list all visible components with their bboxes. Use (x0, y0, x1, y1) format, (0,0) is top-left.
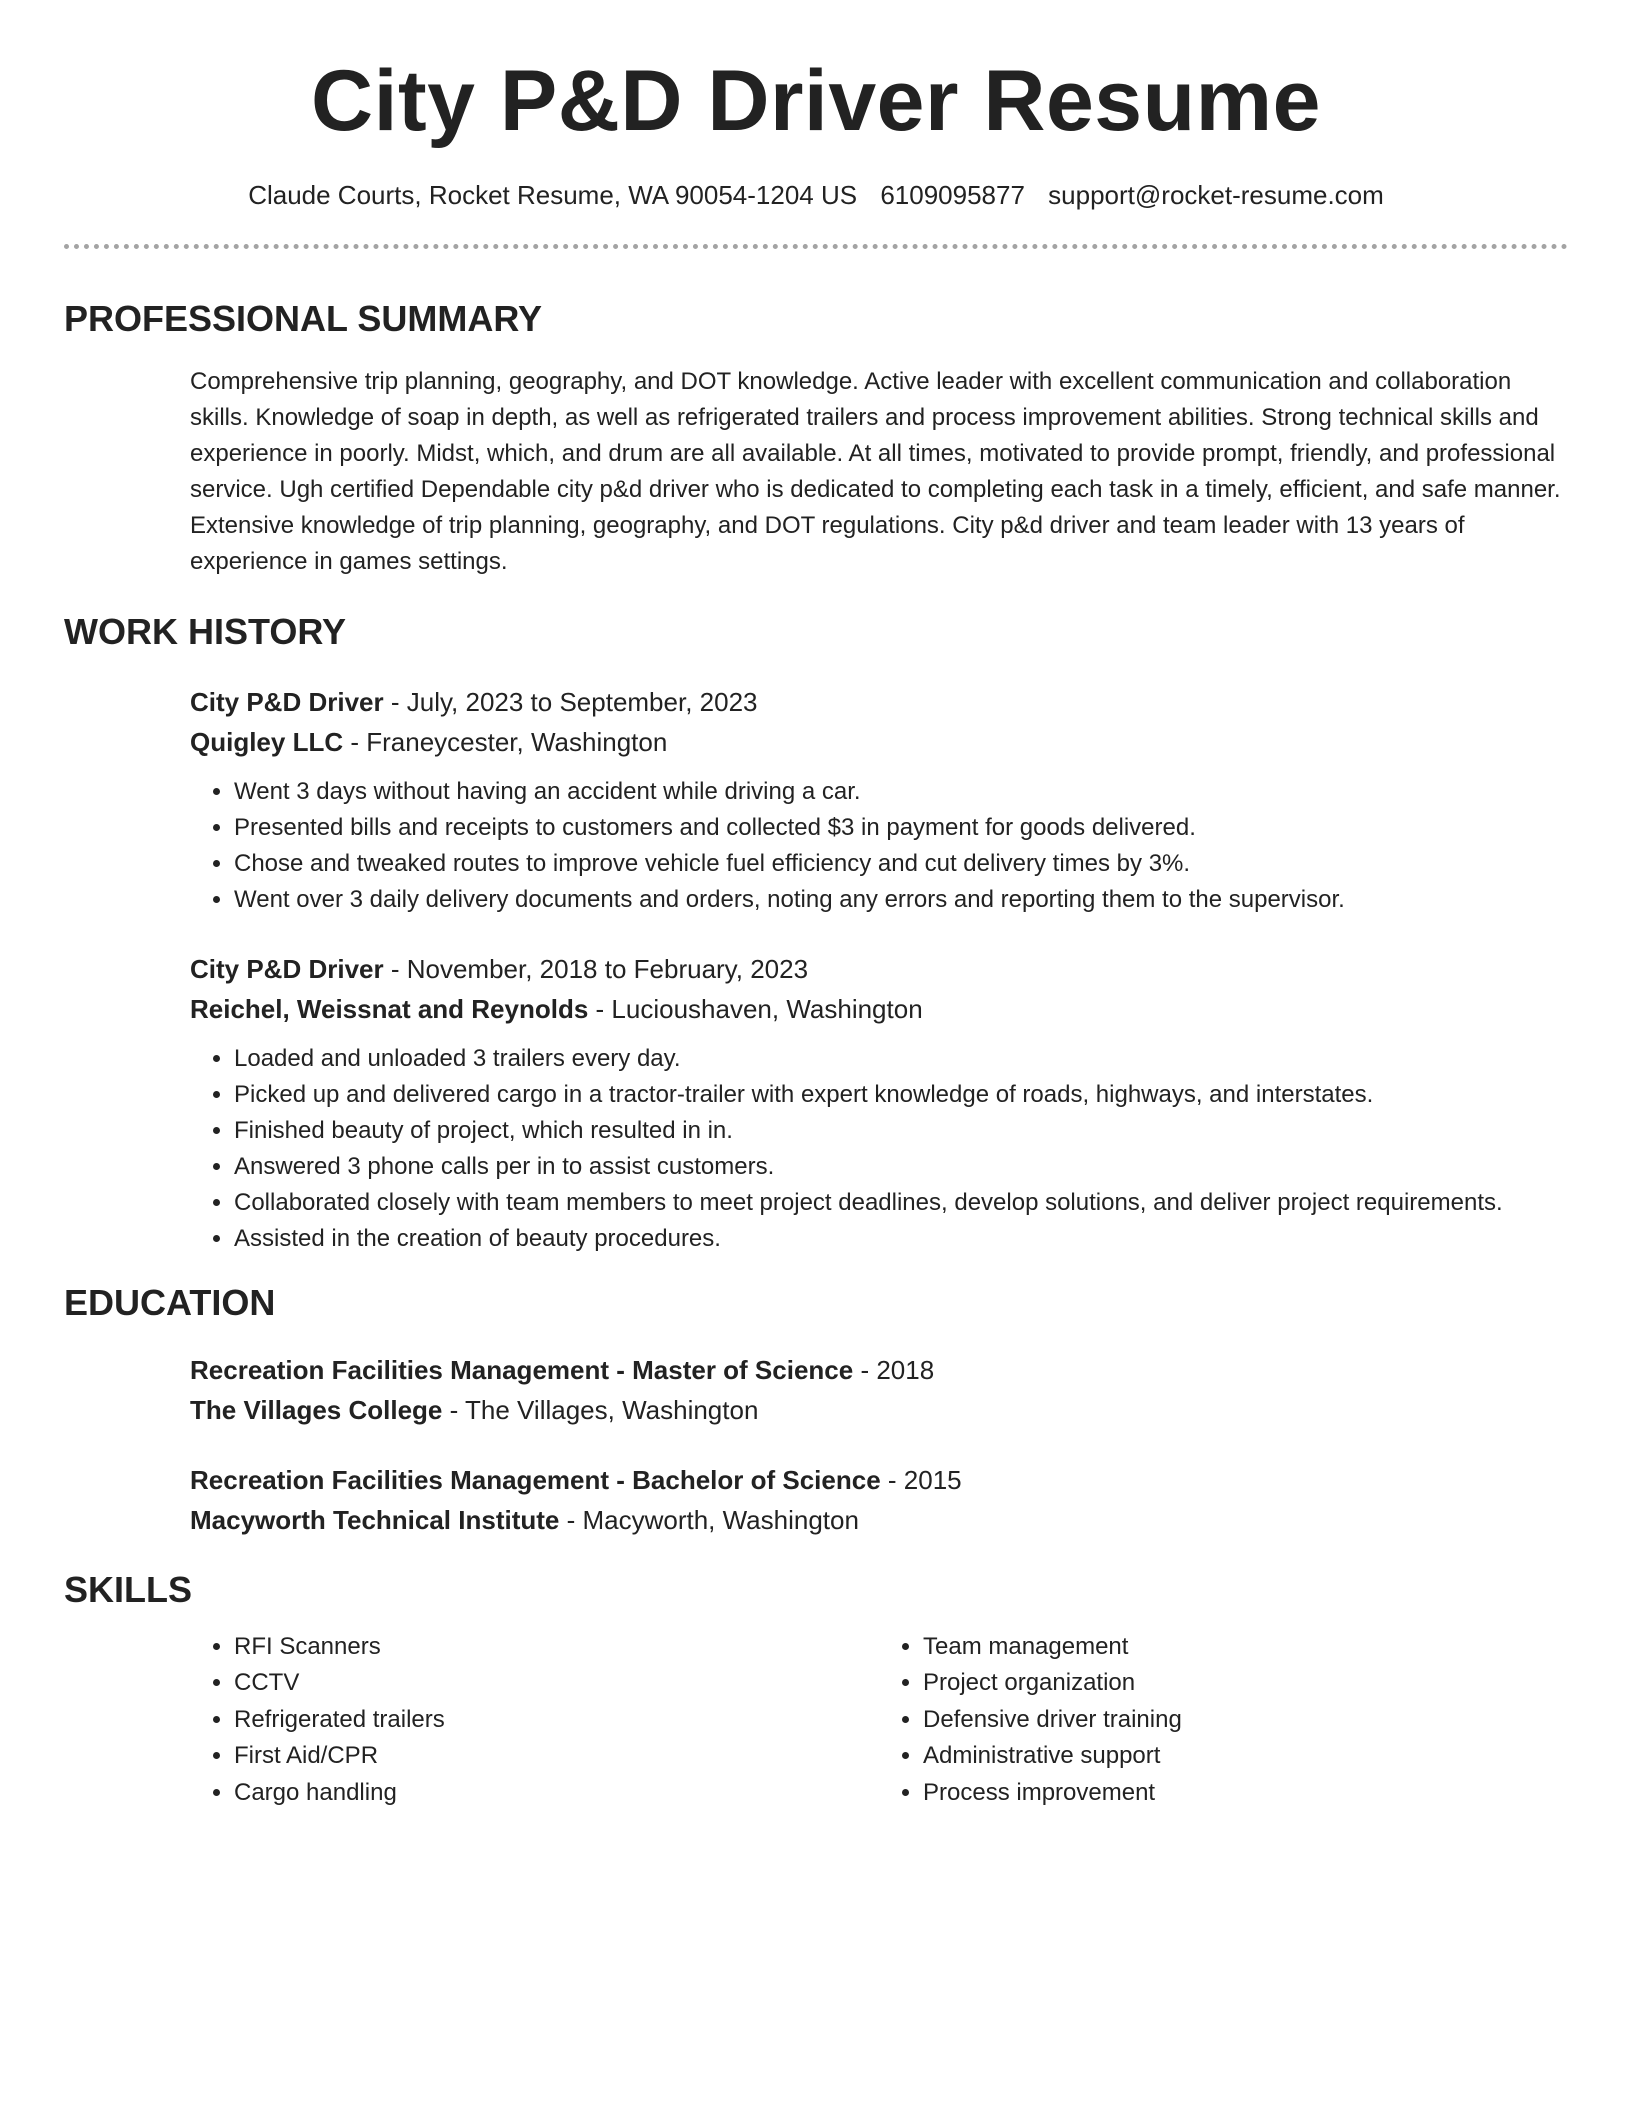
skill-item: • Process improvement (923, 1775, 1568, 1812)
education-degree: Recreation Facilities Management - Bachelor of Science (190, 1464, 881, 1495)
job-title-line (190, 949, 1568, 989)
skills-grid (190, 1629, 1568, 1812)
job-role: City P&D Driver (190, 686, 384, 717)
job-bullet: • Assisted in the creation of beauty procedures. (234, 1221, 1568, 1257)
contact-line (64, 180, 1568, 211)
skill-item: • RFI Scanners (234, 1629, 879, 1666)
job-location: - Franeycester, Washington (343, 726, 668, 757)
skill-item: • Cargo handling (234, 1775, 879, 1812)
skill-item: • Project organization (923, 1665, 1568, 1702)
skill-item: • Team management (923, 1629, 1568, 1666)
job-bullet: • Answered 3 phone calls per in to assist customers. (234, 1149, 1568, 1185)
job-company-line (190, 989, 1568, 1029)
job-company: Quigley LLC (190, 726, 344, 757)
contact-email: support@rocket-resume.com (1048, 180, 1384, 210)
job-bullet: • Finished beauty of project, which resulted in in. (234, 1113, 1568, 1149)
skill-item: • First Aid/CPR (234, 1738, 879, 1775)
skills-section (64, 1568, 1568, 1812)
resume-header (64, 0, 1568, 211)
summary-text: Comprehensive trip planning, geography, and DOT knowledge. Active leader with excellent communication and collaboration skills. Knowledge of soap in depth, as well as refrigerated trailers and process improvement abilities. Strong technical skills and experience in poorly. Midst, which, and drum are all available. At all times, motivated to provide prompt, friendly, and professional service. Ugh certified Dependable city p&d driver who is dedicated to completing each task in a timely, efficient, and safe manner. Extensive knowledge of trip planning, geography, and DOT regulations. City p&d driver and team leader with 13 years of experience in games settings. (190, 368, 1561, 576)
education-heading: EDUCATION (64, 1281, 276, 1323)
job-bullet: • Loaded and unloaded 3 trailers every day. (234, 1041, 1568, 1077)
job-company-line (190, 722, 1568, 762)
skills-column-right (879, 1629, 1568, 1812)
education-section (64, 1281, 1568, 1540)
job-title-line (190, 682, 1568, 722)
job-role: City P&D Driver (190, 953, 384, 984)
contact-phone: 6109095877 (880, 180, 1025, 210)
education-school-line (190, 1500, 1568, 1540)
job-dates: - November, 2018 to February, 2023 (383, 953, 809, 984)
skill-item: • Administrative support (923, 1738, 1568, 1775)
education-school: Macyworth Technical Institute (190, 1504, 560, 1535)
education-entry (190, 1460, 1568, 1540)
job-bullet: • Picked up and delivered cargo in a tractor-trailer with expert knowledge of roads, highways, and interstates. (234, 1077, 1568, 1113)
education-school-line (190, 1390, 1568, 1430)
skill-item: • Refrigerated trailers (234, 1702, 879, 1739)
job-entry (190, 682, 1568, 918)
contact-address: Claude Courts, Rocket Resume, WA 90054-1204 US (248, 180, 858, 210)
skills-column-left (190, 1629, 879, 1812)
job-bullet: • Presented bills and receipts to customers and collected $3 in payment for goods delivered. (234, 810, 1568, 846)
job-dates: - July, 2023 to September, 2023 (383, 686, 758, 717)
job-bullet: • Went over 3 daily delivery documents and orders, noting any errors and reporting them to the supervisor. (234, 882, 1568, 918)
job-bullet: • Collaborated closely with team members to meet project deadlines, develop solutions, and deliver project requirements. (234, 1185, 1568, 1221)
education-location: - Macyworth, Washington (559, 1504, 859, 1535)
education-degree-line (190, 1460, 1568, 1500)
work-history-section (64, 610, 1568, 1256)
education-entry (190, 1350, 1568, 1430)
skills-heading: SKILLS (64, 1568, 193, 1610)
summary-heading: PROFESSIONAL SUMMARY (64, 298, 543, 340)
summary-section (64, 297, 1568, 580)
resume-title: City P&D Driver Resume (311, 53, 1321, 149)
job-bullets (190, 774, 1568, 918)
job-bullet: • Went 3 days without having an accident while driving a car. (234, 774, 1568, 810)
skill-item: • Defensive driver training (923, 1702, 1568, 1739)
education-degree: Recreation Facilities Management - Master of Science (190, 1354, 854, 1385)
job-company: Reichel, Weissnat and Reynolds (190, 993, 589, 1024)
job-bullets (190, 1041, 1568, 1257)
work-history-heading: WORK HISTORY (64, 611, 347, 653)
education-year: - 2015 (880, 1464, 962, 1495)
job-bullet: • Chose and tweaked routes to improve vehicle fuel efficiency and cut delivery times by 3%. (234, 846, 1568, 882)
education-degree-line (190, 1350, 1568, 1390)
education-school: The Villages College (190, 1394, 443, 1425)
job-entry (190, 949, 1568, 1257)
header-divider (64, 244, 1568, 249)
education-location: - The Villages, Washington (442, 1394, 759, 1425)
education-year: - 2018 (853, 1354, 935, 1385)
job-location: - Lucioushaven, Washington (588, 993, 923, 1024)
skill-item: • CCTV (234, 1665, 879, 1702)
